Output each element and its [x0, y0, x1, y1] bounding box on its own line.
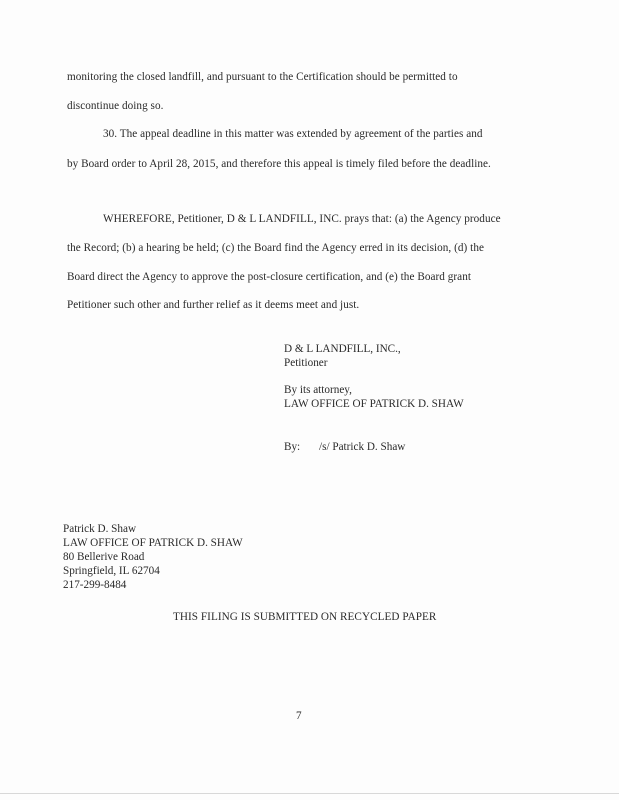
recycled-paper-notice: THIS FILING IS SUBMITTED ON RECYCLED PAPER — [173, 611, 437, 623]
wherefore-line2: the Record; (b) a hearing be held; (c) the Board find the Agency erred in its decision, (d) the — [67, 242, 484, 254]
signature-by-its: By its attorney, — [284, 384, 352, 396]
para29-line2: discontinue doing so. — [67, 100, 164, 112]
scan-edge-line — [0, 793, 619, 794]
address-street: 80 Bellerive Road — [63, 551, 145, 563]
para29-line1: monitoring the closed landfill, and pursuant to the Certification should be permitted to — [67, 71, 458, 83]
wherefore-line1: WHEREFORE, Petitioner, D & L LANDFILL, INC. prays that: (a) the Agency produce — [103, 213, 501, 225]
signature-party: D & L LANDFILL, INC., — [284, 343, 401, 355]
signature-by-label: By: — [284, 441, 301, 453]
address-name: Patrick D. Shaw — [63, 523, 137, 535]
wherefore-line3: Board direct the Agency to approve the post-closure certification, and (e) the Board grant — [67, 271, 471, 283]
page-number: 7 — [296, 710, 302, 722]
para30-line2: by Board order to April 28, 2015, and therefore this appeal is timely filed before the deadline. — [67, 158, 491, 170]
signature-firm: LAW OFFICE OF PATRICK D. SHAW — [284, 398, 464, 410]
signature-electronic: /s/ Patrick D. Shaw — [319, 441, 406, 453]
address-firm: LAW OFFICE OF PATRICK D. SHAW — [63, 537, 243, 549]
address-phone: 217-299-8484 — [63, 579, 127, 591]
signature-role: Petitioner — [284, 357, 328, 369]
address-city: Springfield, IL 62704 — [63, 565, 160, 577]
wherefore-line4: Petitioner such other and further relief as it deems meet and just. — [67, 299, 360, 311]
para30-line1: 30. The appeal deadline in this matter was extended by agreement of the parties and — [103, 128, 483, 140]
